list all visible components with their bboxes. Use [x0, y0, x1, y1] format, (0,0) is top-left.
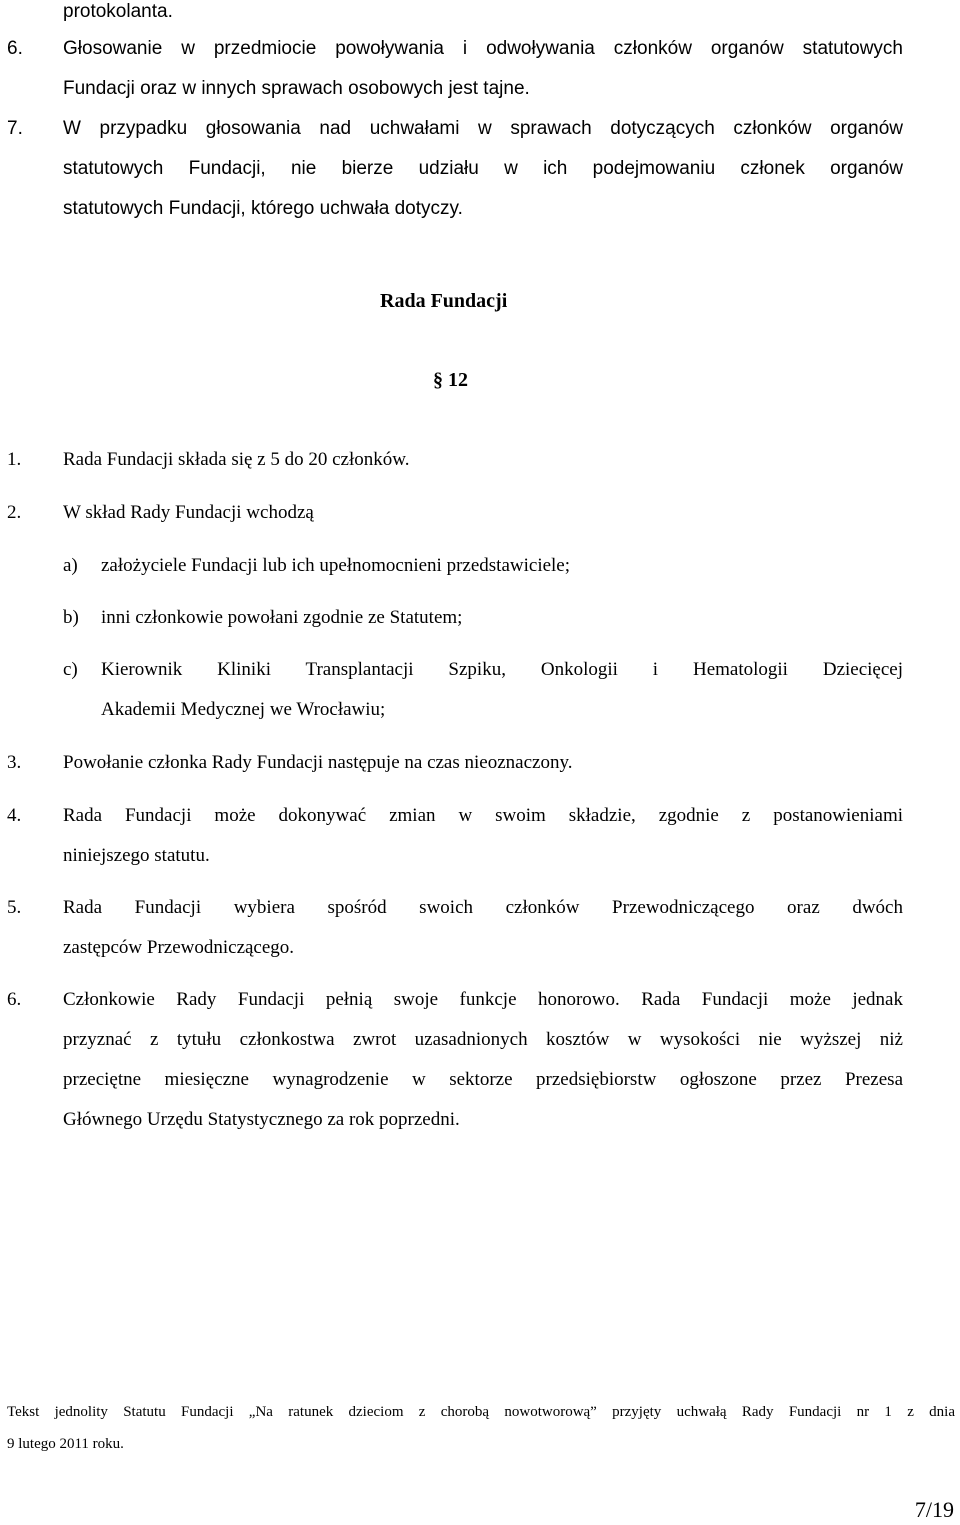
item-text-line: Członkowie Rady Fundacji pełnią swoje funkcje honorowo. Rada Fundacji może jednak: [63, 989, 903, 1010]
item-number: 3.: [7, 752, 22, 773]
item-text-line: Rada Fundacji może dokonywać zmian w swoim składzie, zgodnie z postanowieniami: [63, 805, 903, 826]
item-text-line: Rada Fundacji składa się z 5 do 20 członków.: [63, 449, 410, 470]
subitem-text-line: inni członkowie powołani zgodnie ze Statutem;: [101, 607, 463, 628]
item-text-line: statutowych Fundacji, którego uchwała dotyczy.: [63, 198, 463, 219]
item-number: 7.: [7, 118, 23, 139]
footer-line: 9 lutego 2011 roku.: [7, 1436, 124, 1452]
section-title: Rada Fundacji: [380, 290, 508, 312]
item-text-line: W przypadku głosowania nad uchwałami w sprawach dotyczących członków organów: [63, 118, 903, 139]
item-number: 5.: [7, 897, 22, 918]
item-text-line: statutowych Fundacji, nie bierze udziału w ich podejmowaniu członek organów: [63, 158, 903, 179]
subitem-letter: b): [63, 607, 79, 628]
continued-text: protokolanta.: [63, 1, 173, 22]
item-text-line: W skład Rady Fundacji wchodzą: [63, 502, 314, 523]
item-text-line: przeciętne miesięczne wynagrodzenie w sektorze przedsiębiorstw ogłoszone przez Prezesa: [63, 1069, 903, 1090]
page-number: 7/19: [914, 1497, 954, 1522]
item-number: 4.: [7, 805, 22, 826]
item-number: 1.: [7, 449, 22, 470]
subitem-letter: c): [63, 659, 78, 680]
subitem-text-line: Kierownik Kliniki Transplantacji Szpiku, Onkologii i Hematologii Dziecięcej: [101, 659, 903, 680]
subitem-text-line: założyciele Fundacji lub ich upełnomocnieni przedstawiciele;: [101, 555, 571, 576]
item-text-line: zastępców Przewodniczącego.: [63, 937, 295, 958]
footer-line: Tekst jednolity Statutu Fundacji „Na ratunek dzieciom z chorobą nowotworową” przyjęty uchwałą Rady Fundacji nr 1 z dnia: [7, 1404, 955, 1420]
item-text-line: niniejszego statutu.: [63, 845, 210, 866]
item-text-line: przyznać z tytułu członkostwa zwrot uzasadnionych kosztów w wysokości nie wyższej niż: [63, 1029, 903, 1050]
subitem-text-line: Akademii Medycznej we Wrocławiu;: [101, 699, 386, 720]
item-text-line: Rada Fundacji wybiera spośród swoich członków Przewodniczącego oraz dwóch: [63, 897, 903, 918]
item-number: 2.: [7, 502, 22, 523]
item-text-line: Fundacji oraz w innych sprawach osobowych jest tajne.: [63, 78, 530, 99]
subitem-letter: a): [63, 555, 78, 576]
item-number: 6.: [7, 989, 22, 1010]
item-text-line: Powołanie członka Rady Fundacji następuje na czas nieoznaczony.: [63, 752, 573, 773]
item-text-line: Głosowanie w przedmiocie powoływania i odwoływania członków organów statutowych: [63, 38, 903, 59]
item-number: 6.: [7, 38, 23, 59]
item-text-line: Głównego Urzędu Statystycznego za rok poprzedni.: [63, 1109, 460, 1130]
paragraph-number: § 12: [433, 369, 468, 391]
